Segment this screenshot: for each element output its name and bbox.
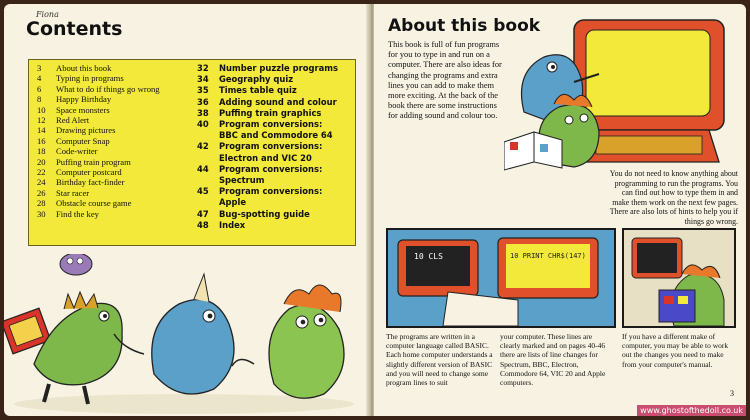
computer-monsters-illustration (504, 12, 746, 172)
contents-page-number: 6 (37, 83, 42, 94)
contents-entry (37, 125, 199, 135)
contents-page-number: 14 (37, 125, 46, 136)
contents-page-number: 10 (37, 104, 46, 115)
contents-entry-title: BBC and Commodore 64 (219, 130, 333, 141)
contents-box (28, 59, 356, 246)
contents-page-number: 32 (197, 63, 209, 73)
contents-entry (37, 63, 199, 73)
about-title: About this book (388, 16, 541, 36)
contents-entry-title: Program conversions: (219, 119, 323, 130)
right-page (374, 4, 746, 416)
caption-other-computers: If you have a different make of computer, you may be able to work out the changes you need to make from your computer's manual. (622, 332, 729, 369)
contents-entry-title: Red Alert (56, 115, 90, 126)
contents-entry-title: Space monsters (56, 104, 110, 115)
contents-title: Contents (26, 18, 123, 40)
contents-entry (37, 198, 199, 208)
contents-entry-title: Birthday fact-finder (56, 177, 125, 188)
contents-page-number: 24 (37, 177, 46, 188)
contents-entry (37, 94, 199, 104)
screen-text-print: 10 PRINT CHR$(147) (510, 252, 586, 260)
contents-page-number: 28 (37, 198, 46, 209)
page-number: 3 (730, 389, 734, 398)
contents-page-number: 40 (197, 119, 209, 130)
contents-page-number: 35 (197, 85, 209, 96)
contents-entry-title: Code-writer (56, 146, 98, 157)
contents-entry-title: What to do if things go wrong (56, 83, 160, 94)
contents-entry (37, 167, 199, 177)
contents-entry (37, 136, 199, 146)
hint-paragraph: You do not need to know anything about programming to run the programs. You can find out how to type them in and make them work on the next few pages. There are also lots of hints to help you if things go wrong. (609, 169, 738, 226)
contents-entry (37, 188, 199, 198)
contents-page-number: 3 (37, 63, 42, 73)
contents-entry-title: Program conversions: (219, 186, 323, 197)
open-book-illustration (504, 132, 562, 170)
two-computers-illustration (388, 230, 614, 326)
contents-page-number: 44 (197, 163, 209, 174)
caption-basic-language: The programs are written in a computer language called BASIC. Each home computer understands a slightly different version of BASIC and you will need to change some program lines to suit (386, 332, 493, 388)
contents-entry-title: Times table quiz (219, 85, 297, 96)
contents-page-number: 42 (197, 141, 209, 152)
contents-entry (37, 105, 199, 115)
contents-page-number: 12 (37, 115, 46, 126)
watermark: www.ghostofthedoll.co.uk (637, 405, 746, 416)
contents-entry (37, 157, 199, 167)
contents-entry-title: Star racer (56, 187, 90, 198)
basic-computers-panel (386, 228, 616, 328)
blue-monster-illustration (114, 274, 234, 394)
contents-entry-title: Puffing train graphics (219, 107, 322, 118)
contents-entry-title: Adding sound and colour (219, 96, 337, 107)
contents-entry (37, 115, 199, 125)
contents-entry (197, 108, 355, 119)
contents-entry (37, 146, 199, 156)
contents-page-number: 20 (37, 156, 46, 167)
contents-page-number: 26 (37, 187, 46, 198)
screen-text-cls: 10 CLS (414, 252, 443, 261)
green-spiky-monster-illustration (34, 292, 122, 404)
contents-entry-title: Spectrum (219, 175, 265, 186)
contents-entry-title: Bug-spotting guide (219, 208, 310, 219)
contents-entry (197, 220, 355, 231)
caption-line-changes: your computer. These lines are clearly marked and on pages 40-46 there are lists of line changes for Spectrum, BBC, Electron, Commodore 64, VIC 20 and Apple computers. (500, 332, 606, 388)
intro-paragraph: This book is full of fun programs for you to type in and run on a computer. There are also ideas for changing the programs and extra lines you can add to make them more exciting. At the back of the book there are some instructions for adding sound and colour too. (388, 40, 502, 121)
contents-entry (37, 73, 199, 83)
contents-page-number (197, 197, 219, 208)
contents-page-number: 38 (197, 107, 209, 118)
contents-page-number: 22 (37, 167, 46, 178)
contents-entry (37, 84, 199, 94)
contents-entry-title: Geography quiz (219, 74, 294, 85)
contents-entry-title: Computer postcard (56, 167, 122, 178)
contents-list-right (197, 63, 355, 231)
contents-entry (197, 197, 355, 208)
contents-entry-title: About this book (56, 63, 112, 73)
monster-with-manual-panel (622, 228, 736, 328)
book-spread (4, 4, 746, 416)
monster-parade-illustration (4, 254, 370, 416)
left-page (4, 4, 370, 416)
contents-page-number: 36 (197, 96, 209, 107)
contents-page-number: 18 (37, 146, 46, 157)
contents-entry (197, 74, 355, 85)
monster-with-manual-illustration (624, 230, 734, 326)
contents-entry (197, 153, 355, 164)
contents-page-number: 45 (197, 186, 209, 197)
contents-entry-title: Happy Birthday (56, 94, 112, 105)
contents-entry (197, 141, 355, 152)
contents-page-number: 30 (37, 208, 46, 219)
contents-entry-title: Electron and VIC 20 (219, 152, 312, 163)
contents-entry (197, 164, 355, 175)
contents-entry (197, 63, 355, 74)
contents-page-number: 16 (37, 135, 46, 146)
contents-entry-title: Obstacle course game (56, 198, 132, 209)
purple-creature-illustration (60, 254, 92, 275)
contents-list-left (37, 63, 199, 219)
contents-entry-title: Program conversions: (219, 141, 323, 152)
contents-entry (197, 186, 355, 197)
contents-page-number (197, 153, 219, 164)
contents-entry (37, 209, 199, 219)
contents-page-number: 4 (37, 73, 42, 84)
contents-entry (197, 119, 355, 130)
contents-entry-title: Typing in programs (56, 73, 124, 84)
orange-haired-monster-illustration (232, 285, 344, 398)
contents-entry (197, 209, 355, 220)
contents-page-number: 8 (37, 94, 42, 105)
contents-entry-title: Program conversions: (219, 163, 323, 174)
contents-page-number (197, 130, 219, 141)
contents-entry (197, 175, 355, 186)
contents-entry-title: Puffing train program (56, 156, 131, 167)
contents-entry (37, 177, 199, 187)
contents-entry-title: Computer Snap (56, 135, 110, 146)
contents-page-number: 34 (197, 74, 209, 85)
signature: Fiona (36, 10, 59, 19)
contents-page-number (197, 175, 219, 186)
contents-entry-title: Drawing pictures (56, 125, 116, 136)
contents-entry-title: Find the key (56, 208, 99, 219)
contents-entry (197, 97, 355, 108)
contents-entry-title: Number puzzle programs (219, 63, 338, 73)
contents-entry-title: Index (219, 219, 246, 230)
contents-page-number: 47 (197, 208, 209, 219)
contents-page-number: 48 (197, 219, 209, 230)
contents-entry (197, 130, 355, 141)
contents-entry (197, 85, 355, 96)
contents-entry-title: Apple (219, 197, 247, 208)
